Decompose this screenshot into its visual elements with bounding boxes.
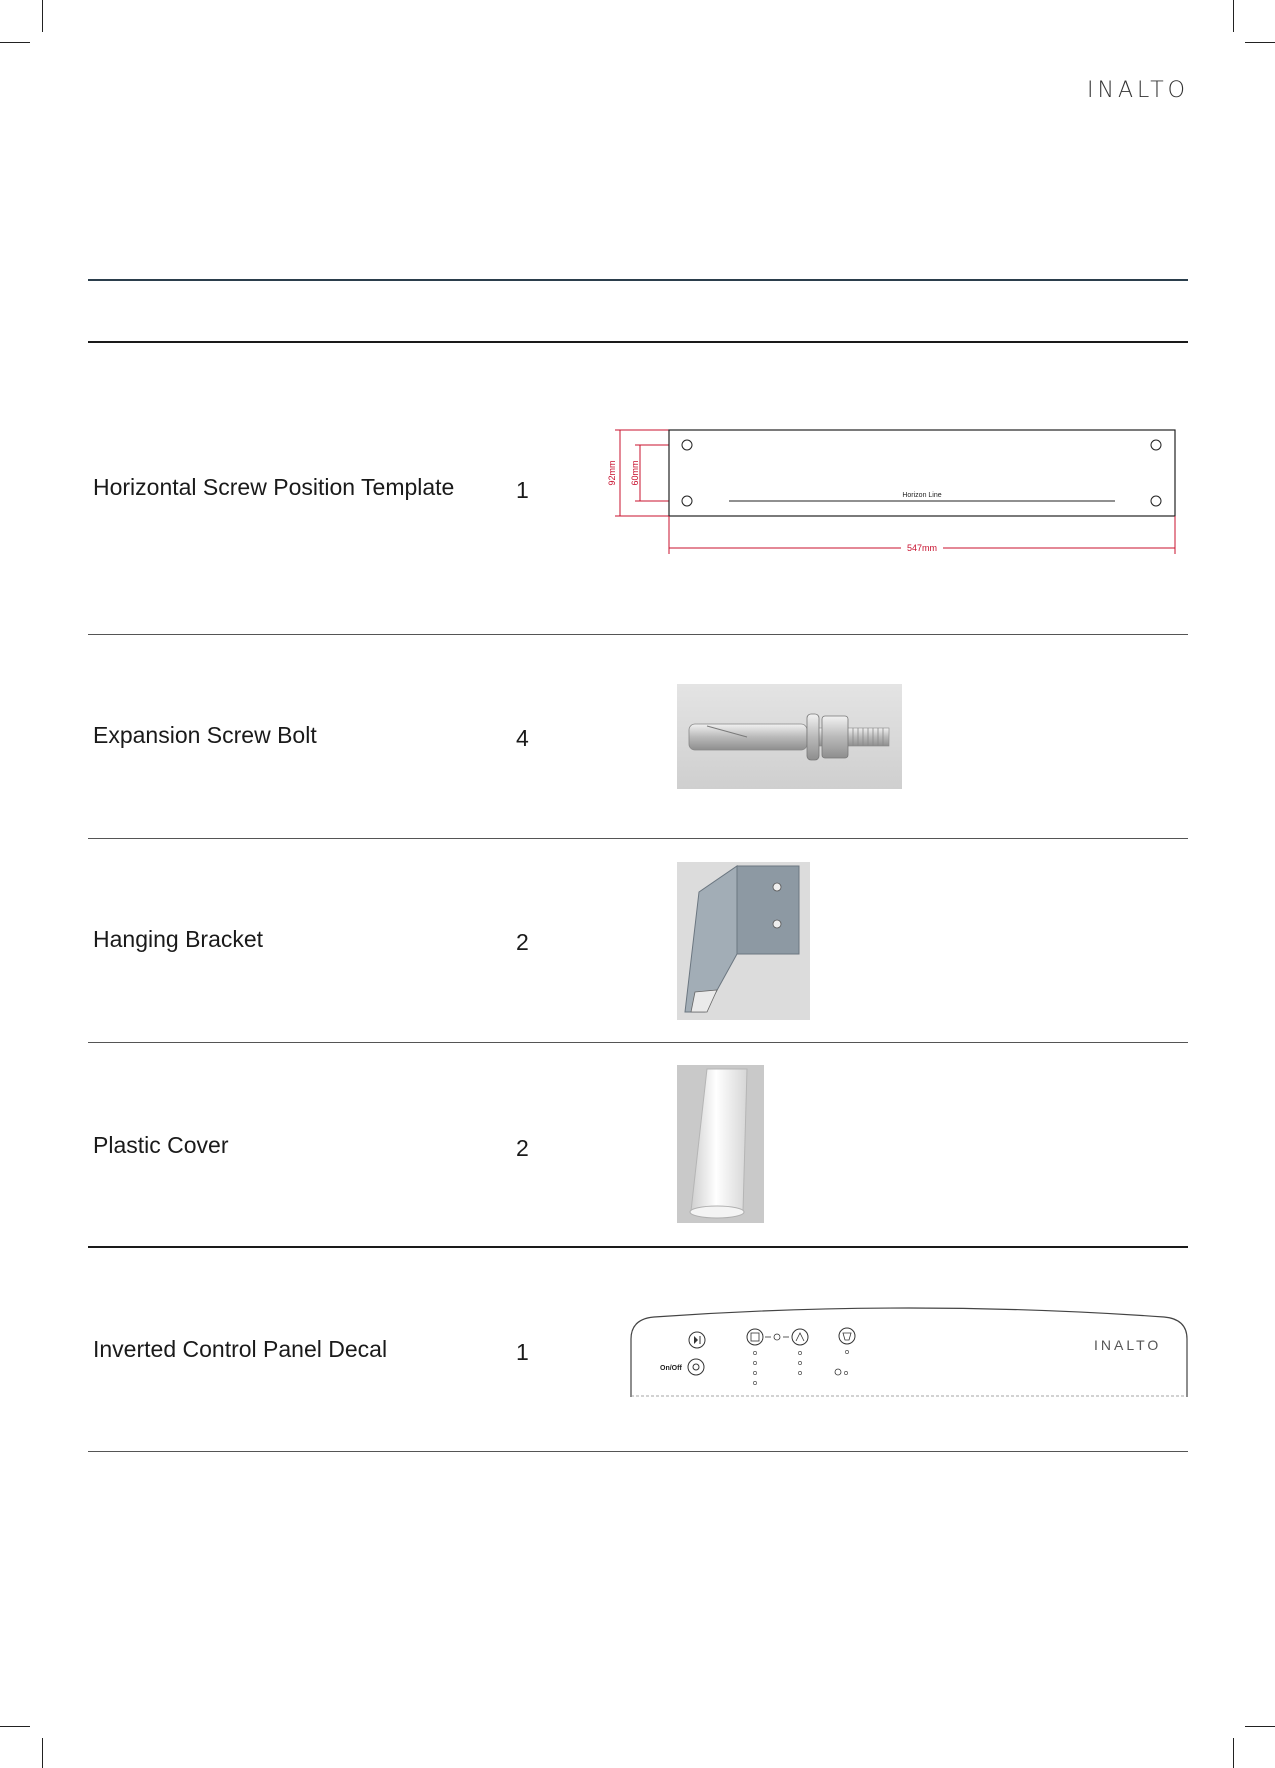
item-name: Inverted Control Panel Decal [93,1336,388,1362]
brand-logo: INALTO [1087,78,1189,103]
table-header-rule [88,341,1188,343]
crop-mark-top-right-v [1233,0,1234,32]
control-panel-decal [628,1305,1190,1397]
horizon-line-label: Horizon Line [902,492,942,499]
onoff-label: On/Off [660,1365,682,1372]
item-name: Hanging Bracket [93,926,264,952]
dim-label-width: 547mm [906,543,938,553]
table-top-rule [88,279,1188,281]
crop-mark-top-left-h [0,42,30,43]
item-name: Plastic Cover [93,1132,229,1158]
decal-brand: INALTO [1094,1337,1162,1353]
item-name: Horizontal Screw Position Template [93,474,455,500]
screw-template-diagram [605,420,1185,560]
item-qty: 1 [516,1339,529,1365]
hanging-bracket-photo [677,862,810,1020]
expansion-bolt-photo [677,684,902,789]
crop-mark-top-right-h [1245,42,1275,43]
row-divider [88,838,1188,839]
row-divider [88,634,1188,635]
item-qty: 2 [516,929,529,955]
dim-label-outer: 92mm [607,460,617,486]
table-bottom-rule [88,1451,1188,1452]
item-qty: 2 [516,1135,529,1161]
template-plate [669,430,1175,516]
dim-label-inner: 60mm [630,460,640,486]
crop-mark-bottom-left-h [0,1726,30,1727]
crop-mark-bottom-right-v [1233,1738,1234,1768]
plastic-cover-photo [677,1065,764,1223]
item-qty: 1 [516,477,529,503]
item-name: Expansion Screw Bolt [93,722,317,748]
crop-mark-bottom-left-v [42,1738,43,1768]
item-qty: 4 [516,725,529,751]
row-divider [88,1246,1188,1248]
crop-mark-bottom-right-h [1245,1726,1275,1727]
crop-mark-top-left-v [42,0,43,32]
row-divider [88,1042,1188,1043]
